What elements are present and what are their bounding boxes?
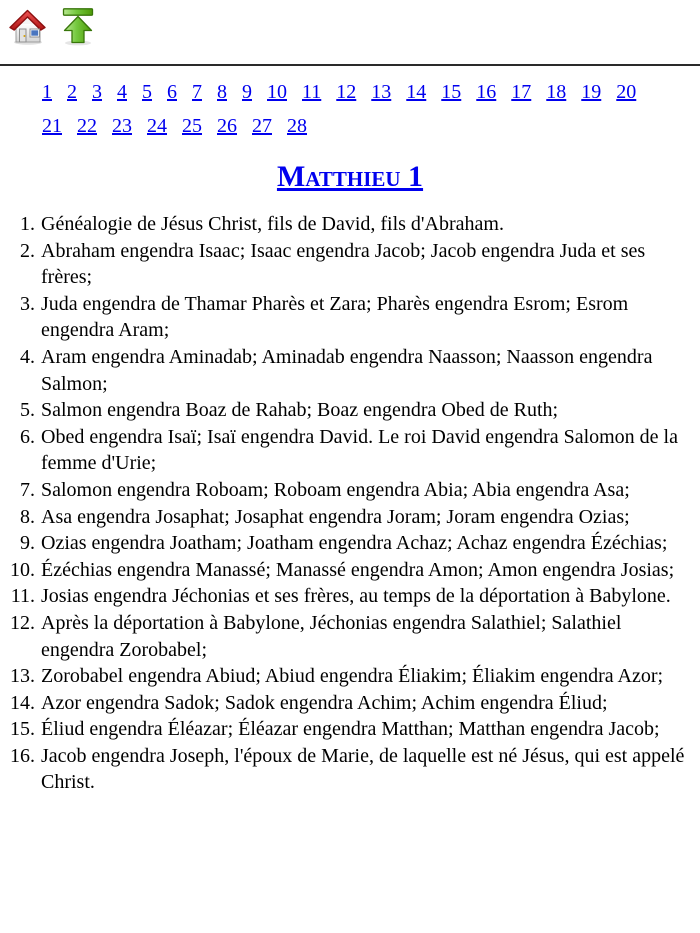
verse-5: 5. Salmon engendra Boaz de Rahab; Boaz engendra Obed de Ruth; bbox=[40, 397, 694, 424]
chapter-link-6[interactable]: 6 bbox=[167, 81, 177, 103]
chapter-title-link[interactable]: Matthieu 1 bbox=[276, 160, 424, 193]
chapter-link-9[interactable]: 9 bbox=[242, 81, 252, 103]
chapter-link-28[interactable]: 28 bbox=[287, 115, 307, 137]
verse-15: 15. Éliud engendra Éléazar; Éléazar engendra Matthan; Matthan engendra Jacob; bbox=[40, 716, 694, 743]
chapter-link-2[interactable]: 2 bbox=[67, 81, 77, 103]
verse-2: 2. Abraham engendra Isaac; Isaac engendra Jacob; Jacob engendra Juda et ses frères; bbox=[40, 238, 694, 291]
verse-3: 3. Juda engendra de Thamar Pharès et Zara; Pharès engendra Esrom; Esrom engendra Aram; bbox=[40, 291, 694, 344]
verse-10: 10. Ézéchias engendra Manassé; Manassé engendra Amon; Amon engendra Josias; bbox=[40, 557, 694, 584]
chapter-link-18[interactable]: 18 bbox=[546, 81, 567, 103]
toolbar bbox=[0, 0, 700, 66]
chapter-link-5[interactable]: 5 bbox=[142, 81, 152, 103]
chapter-link-15[interactable]: 15 bbox=[441, 81, 462, 103]
chapter-link-13[interactable]: 13 bbox=[371, 81, 392, 103]
chapter-nav-row-1 bbox=[42, 80, 692, 105]
chapter-link-19[interactable]: 19 bbox=[581, 81, 602, 103]
chapter-link-27[interactable]: 27 bbox=[252, 115, 272, 137]
verse-6: 6. Obed engendra Isaï; Isaï engendra David. Le roi David engendra Salomon de la femme d'Urie; bbox=[40, 424, 694, 477]
go-top-icon bbox=[58, 6, 98, 46]
verse-7: 7. Salomon engendra Roboam; Roboam engendra Abia; Abia engendra Asa; bbox=[40, 477, 694, 504]
chapter-link-8[interactable]: 8 bbox=[217, 81, 227, 103]
verse-14: 14. Azor engendra Sadok; Sadok engendra Achim; Achim engendra Éliud; bbox=[40, 690, 694, 717]
chapter-link-10[interactable]: 10 bbox=[267, 81, 287, 103]
chapter-link-14[interactable]: 14 bbox=[406, 81, 427, 103]
chapter-link-3[interactable]: 3 bbox=[92, 81, 102, 103]
verse-4: 4. Aram engendra Aminadab; Aminadab engendra Naasson; Naasson engendra Salmon; bbox=[40, 344, 694, 397]
chapter-link-23[interactable]: 23 bbox=[112, 115, 132, 137]
chapter-link-25[interactable]: 25 bbox=[182, 115, 202, 137]
verse-13: 13. Zorobabel engendra Abiud; Abiud engendra Éliakim; Éliakim engendra Azor; bbox=[40, 663, 694, 690]
chapter-link-17[interactable]: 17 bbox=[511, 81, 532, 103]
chapter-link-7[interactable]: 7 bbox=[192, 81, 202, 103]
verse-8: 8. Asa engendra Josaphat; Josaphat engendra Joram; Joram engendra Ozias; bbox=[40, 504, 694, 531]
home-button[interactable] bbox=[7, 6, 47, 46]
verse-12: 12. Après la déportation à Babylone, Jéchonias engendra Salathiel; Salathiel engendra Zorobabel; bbox=[40, 610, 694, 663]
go-top-button[interactable] bbox=[58, 6, 98, 46]
home-icon bbox=[7, 6, 47, 46]
chapter-link-12[interactable]: 12 bbox=[336, 81, 357, 103]
chapter-link-4[interactable]: 4 bbox=[117, 81, 127, 103]
chapter-link-24[interactable]: 24 bbox=[147, 115, 167, 137]
chapter-link-21[interactable]: 21 bbox=[42, 115, 62, 137]
chapter-link-20[interactable]: 20 bbox=[616, 81, 637, 103]
chapter-link-11[interactable]: 11 bbox=[302, 81, 322, 103]
chapter-link-26[interactable]: 26 bbox=[217, 115, 237, 137]
chapter-link-22[interactable]: 22 bbox=[77, 115, 97, 137]
verse-list bbox=[2, 211, 694, 796]
chapter-nav-row-2 bbox=[42, 114, 692, 139]
chapter-link-1[interactable]: 1 bbox=[42, 81, 52, 103]
chapter-nav bbox=[42, 80, 692, 139]
verse-9: 9. Ozias engendra Joatham; Joatham engendra Achaz; Achaz engendra Ézéchias; bbox=[40, 530, 694, 557]
verse-16: 16. Jacob engendra Joseph, l'époux de Marie, de laquelle est né Jésus, qui est appelé Christ. bbox=[40, 743, 694, 796]
chapter-link-16[interactable]: 16 bbox=[476, 81, 497, 103]
chapter-title bbox=[0, 160, 700, 194]
verse-1: 1. Généalogie de Jésus Christ, fils de David, fils d'Abraham. bbox=[40, 211, 694, 238]
verse-11: 11. Josias engendra Jéchonias et ses frères, au temps de la déportation à Babylone. bbox=[40, 583, 694, 610]
